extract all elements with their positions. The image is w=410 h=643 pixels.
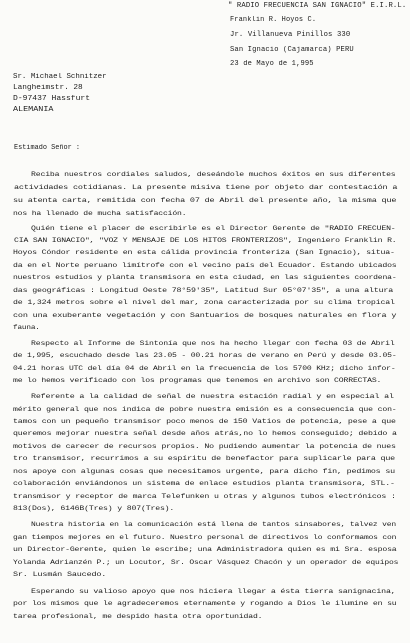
body-line: Nuestra historia en la comunicación está llena de tantos sinsabores, talvez ven [31, 521, 397, 528]
body-line: das geográficas : Longitud Oeste 78°59'35", Latitud Sur 05°07'35", a una altura [13, 287, 394, 294]
body-line: Esperando su valioso apoyo que nos hiciera llegar a ésta tierra sanignacina, [31, 588, 396, 595]
body-line: Sr. Lusmán Saucedo. [13, 571, 107, 578]
body-line: nos apoye con algunas cosas que necesitamos urgente, para dicho fin, pedimos su [13, 468, 396, 475]
body-line: 813(Dos), 6146B(Tres) y 807(Tres). [13, 505, 175, 512]
letter-date: 23 de Mayo de 1,995 [230, 60, 314, 68]
sender-name: Franklin R. Hoyos C. [230, 16, 317, 24]
body-line: mérito general que nos indica de pobre nuestra emisión es a consecuencia que con- [13, 406, 397, 413]
body-line: da en el Norte peruano limítrofe con el vecino país del Ecuador. Estando ubicados [13, 262, 397, 269]
body-line: su atenta carta, remitida con fecha 07 de Abril del presente año, la misma que [13, 197, 397, 204]
body-line: nos ha llenado de mucha satisfacción. [13, 210, 187, 217]
body-line: 04.21 horas UTC del día 04 de Abril en la frecuencia de los 5700 KHz; dicho infor- [13, 365, 396, 372]
body-line: Hoyos Cóndor residente en esta cálida provincia fronteriza (San Ignacio), situa- [13, 249, 395, 256]
body-line: CIA SAN IGNACIO", "VOZ Y MENSAJE DE LOS HITOS FRONTERIZOS", Ingeniero Franklin R. [14, 237, 397, 244]
sender-street: Jr. Villanueva Pinillos 330 [230, 31, 351, 39]
body-line: con una exuberante vegetación y con Santuarios de bosques naturales en flora y [13, 312, 397, 319]
body-line: me lo hemos verificado con los programas que tenemos en archivo son CORRECTAS. [13, 377, 382, 384]
body-line: fauna. [13, 324, 40, 331]
body-line: gan tiempos mejores en el futuro. Nuestro personal de directivos lo conformamos con [13, 534, 397, 541]
body-line: Reciba nuestros cordiales saludos, deseándole muchos éxitos en sus diferentes [31, 171, 396, 178]
body-line: Quién tiene el placer de escribirle es el Director Gerente de "RADIO FRECUEN- [31, 225, 396, 232]
body-line: Respecto al Informe de Sintonía que nos ha hecho llegar con fecha 03 de Abril [31, 340, 395, 347]
sender-station: " RADIO FRECUENCIA SAN IGNACIO" E.I.R.L. [228, 2, 407, 10]
recipient-name: Sr. Michael Schnitzer [13, 73, 107, 81]
body-line: transmisor y receptor de marca Telefunken u otras y algunos tubos electrónicos : [13, 493, 396, 500]
body-line: Yolanda Adrianzén P.; un Locutor, Sr. Oscar Vásquez Chacón y un operador de equipos [13, 559, 399, 566]
body-line: de 1,324 metros sobre el nivel del mar, zona caracterizada por su clima tropical [13, 299, 395, 306]
sender-city: San Ignacio (Cajamarca) PERU [230, 46, 354, 54]
body-line: un Director-Gerente, quien le escribe; una Administradora quien es mi Sra. esposa [13, 546, 397, 553]
salutation: Estimado Señor : [14, 144, 80, 152]
body-line: tro transmisor, recurrimos a su espíritu de benefactor para suplicarle para que [13, 455, 396, 462]
body-line: Referente a la calidad de señal de nuestra estación radial y en especial al [31, 393, 394, 400]
body-line: tamos con un pequeño transmisor poco menos de 150 Vatios de potencia, pese a que [13, 418, 396, 425]
body-line: por los mismos que le agradeceremos eternamente y rogando a Dios le ilumine en su [13, 600, 397, 607]
body-line: nuestros estudios y planta transmisora en esta ciudad, en las siguientes coordena- [13, 274, 397, 281]
recipient-city: D-97437 Hassfurt [13, 95, 91, 103]
recipient-country: ALEMANIA [13, 106, 54, 114]
body-line: tarea profesional, me despido hasta otra oportunidad. [13, 613, 263, 620]
body-line: de 1,995, escuchado desde las 23.05 - 00.21 horas de verano en Perú y desde 03.05- [13, 352, 397, 359]
body-line: colaboración enviándonos un sistema de enlace estudios planta transmisora, STL.- [13, 480, 395, 487]
body-line: actividades cotidianas. La presente misiva tiene por objeto dar contestación a [14, 184, 398, 191]
body-line: queremos mejorar nuestra señal desde años atrás,no lo hemos conseguido; debido a [13, 430, 397, 437]
recipient-street: Langheimstr. 28 [13, 84, 83, 92]
body-line: motivos de carecer de recursos propios. No pudiendo aumentar la potencia de nues [13, 443, 396, 450]
